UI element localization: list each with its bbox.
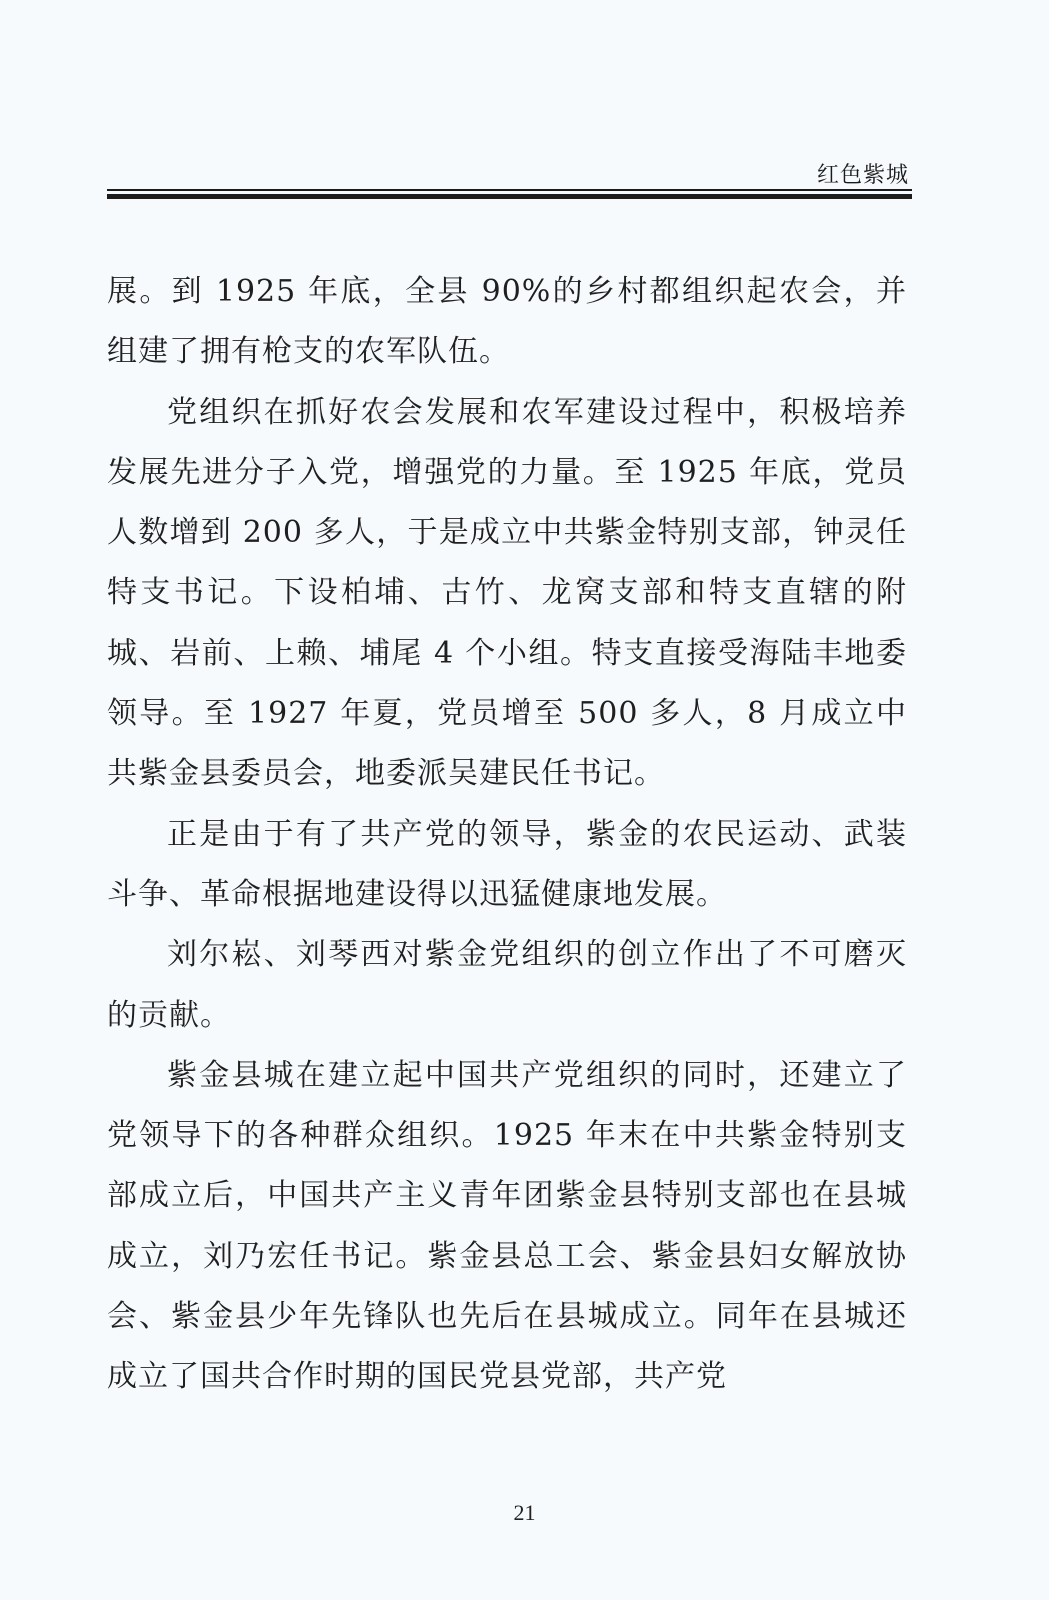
paragraph-1: 展。到 1925 年底，全县 90%的乡村都组织起农会，并组建了拥有枪支的农军队伍。 (107, 274, 907, 370)
header-rule-thin (107, 189, 912, 191)
header-rule-thick (107, 194, 912, 199)
page-number: 21 (513, 1500, 536, 1525)
paragraph-3: 正是由于有了共产党的领导，紫金的农民运动、武装斗争、革命根据地建设得以迅猛健康地发展。 (107, 816, 907, 912)
paragraph-4: 刘尔崧、刘琴西对紫金党组织的创立作出了不可磨灭的贡献。 (107, 937, 907, 1033)
paragraph-5: 紫金县城在建立起中国共产党组织的同时，还建立了党领导下的各种群众组织。1925 年末在中共紫金特别支部成立后，中国共产主义青年团紫金县特别支部也在县城成立，刘乃宏任书记。紫金县总工会、紫金县妇女解放协会、紫金县少年先锋队也先后在县城成立。同年在县城还成立了国共合作时期的国民党县党部，共产党 (107, 1057, 907, 1395)
body-text (107, 262, 907, 1408)
running-header-title: 红色紫城 (816, 163, 909, 188)
paragraph-2: 党组织在抓好农会发展和农军建设过程中，积极培养发展先进分子入党，增强党的力量。至 1925 年底，党员人数增到 200 多人，于是成立中共紫金特别支部，钟灵任特支书记。下设柏埔、古竹、龙窝支部和特支直辖的附城、岩前、上赖、埔尾 4 个小组。特支直接受海陆丰地委领导。至 1927 年夏，党员增至 500 多人，8 月成立中共紫金县委员会，地委派吴建民任书记。 (107, 394, 907, 792)
